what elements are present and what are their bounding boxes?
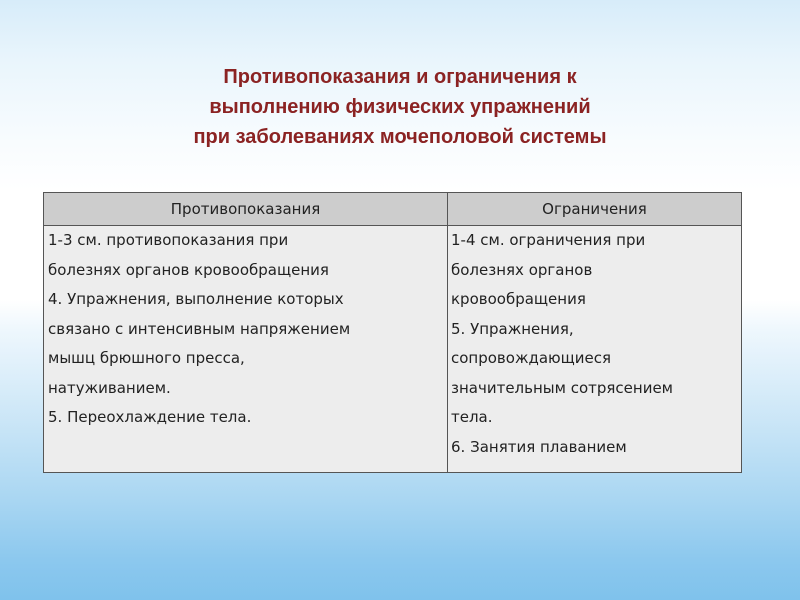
slide-title	[60, 62, 740, 152]
title-line-3: при заболеваниях мочеполовой системы	[193, 126, 607, 148]
limitation-line: кровообращения	[451, 290, 586, 308]
header-limitations: Ограничения	[542, 200, 647, 218]
contraindication-line: 5. Переохлаждение тела.	[48, 408, 252, 426]
limitation-line: 1-4 см. ограничения при	[451, 231, 646, 249]
table-header-row	[44, 193, 741, 226]
title-line-1: Противопоказания и ограничения к	[223, 66, 577, 88]
contraindication-line: натуживанием.	[48, 378, 171, 397]
header-contraindications: Противопоказания	[170, 200, 321, 218]
limitation-line: тела.	[451, 408, 493, 426]
contraindication-line: 4. Упражнения, выполнение которых	[48, 290, 344, 308]
contraindication-line: связано с интенсивным напряжением	[48, 319, 351, 338]
limitation-line: 5. Упражнения,	[451, 319, 574, 338]
limitations-cell	[451, 226, 741, 462]
limitation-line: болезнях органов	[451, 260, 593, 279]
contraindication-line: мышц брюшного пресса,	[48, 349, 245, 367]
contraindications-table	[43, 192, 742, 473]
contraindication-line: болезнях органов кровообращения	[48, 260, 329, 279]
limitation-line: значительным сотрясением	[451, 378, 673, 397]
contraindication-line: 1-3 см. противопоказания при	[48, 231, 289, 249]
title-line-2: выполнению физических упражнений	[209, 96, 591, 118]
limitation-line: сопровождающиеся	[451, 349, 612, 367]
contraindications-cell	[48, 226, 444, 433]
column-divider	[447, 193, 448, 472]
limitation-line: 6. Занятия плаванием	[451, 437, 627, 456]
